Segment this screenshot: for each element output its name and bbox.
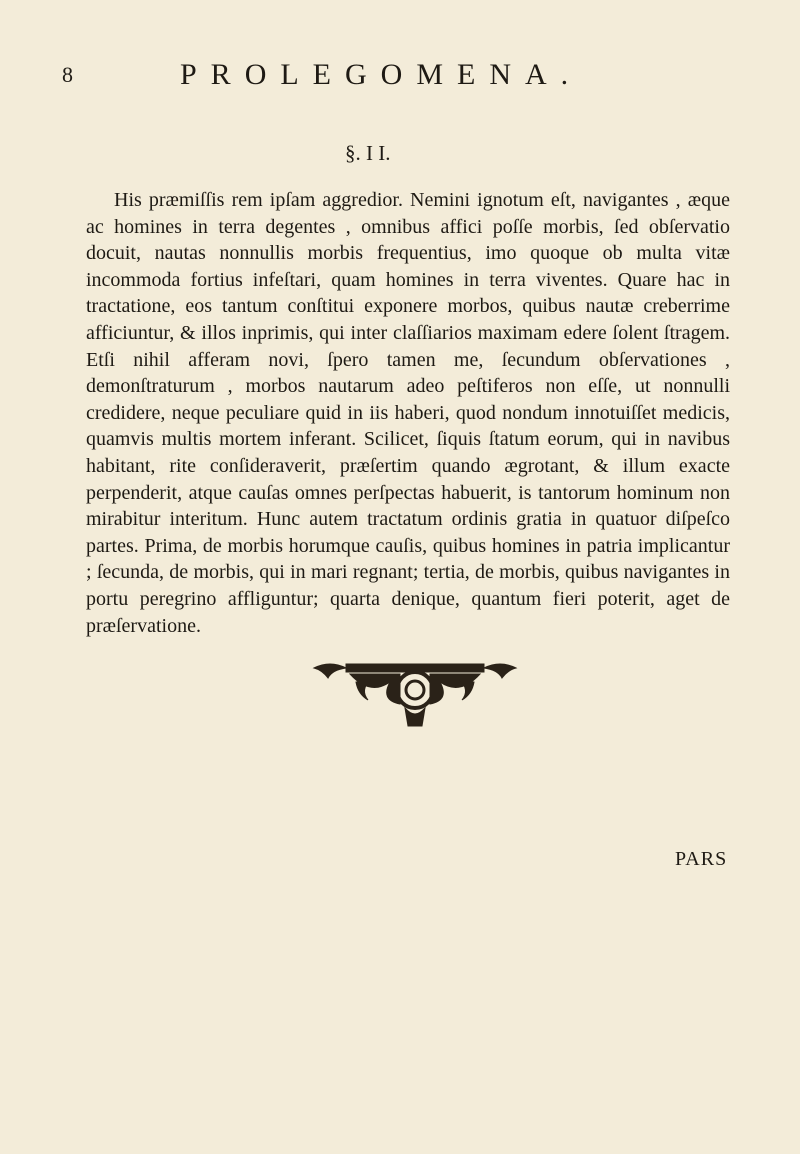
catchword: PARS	[675, 848, 728, 870]
running-title: PROLEGOMENA.	[180, 58, 583, 91]
body-paragraph: His præmiſſis rem ipſam aggredior. Nemini ignotum eſt, navigantes , æque ac homines in terra degentes , omnibus affici poſſe morbis, ſed obſervatio docuit, nautas nonnullis morbis frequentius, imo quoque ob multa vitæ incommoda fortius infeſtari, quam homines in terra viventes. Quare hac in tractatione, eos tantum conſtitui exponere morbos, quibus nautæ creberrime afficiuntur, & illos inprimis, qui inter claſſiarios maximam edere ſolent ſtragem. Etſi nihil afferam novi, ſpero tamen me, ſecundum obſervationes , demonſtraturum , morbos nautarum adeo peſtiferos non eſſe, ut nonnulli credidere, neque peculiare quid in iis haberi, quod nondum innotuiſſet medicis, quamvis multis mortem inferant. Scilicet, ſiquis ſtatum eorum, qui in navibus habitant, rite conſideraverit, præſertim quando ægrotant, & illum exacte perpenderit, atque cauſas omnes perſpectas habuerit, is tantorum hominum non mirabitur interitum. Hunc autem tractatum ordinis gratia in quatuor diſpeſco partes. Prima, de morbis horumque cauſis, quibus homines in patria implicantur ; ſecunda, de morbis, qui in mari regnant; tertia, de morbis, quibus navigantes in portu peregrino affliguntur; quarta denique, quantum fieri poterit, aget de præſervatione.	[86, 189, 730, 637]
page-number: 8	[62, 62, 73, 87]
section-mark: §. I I.	[345, 141, 391, 165]
tailpiece-ornament-icon	[310, 660, 520, 728]
